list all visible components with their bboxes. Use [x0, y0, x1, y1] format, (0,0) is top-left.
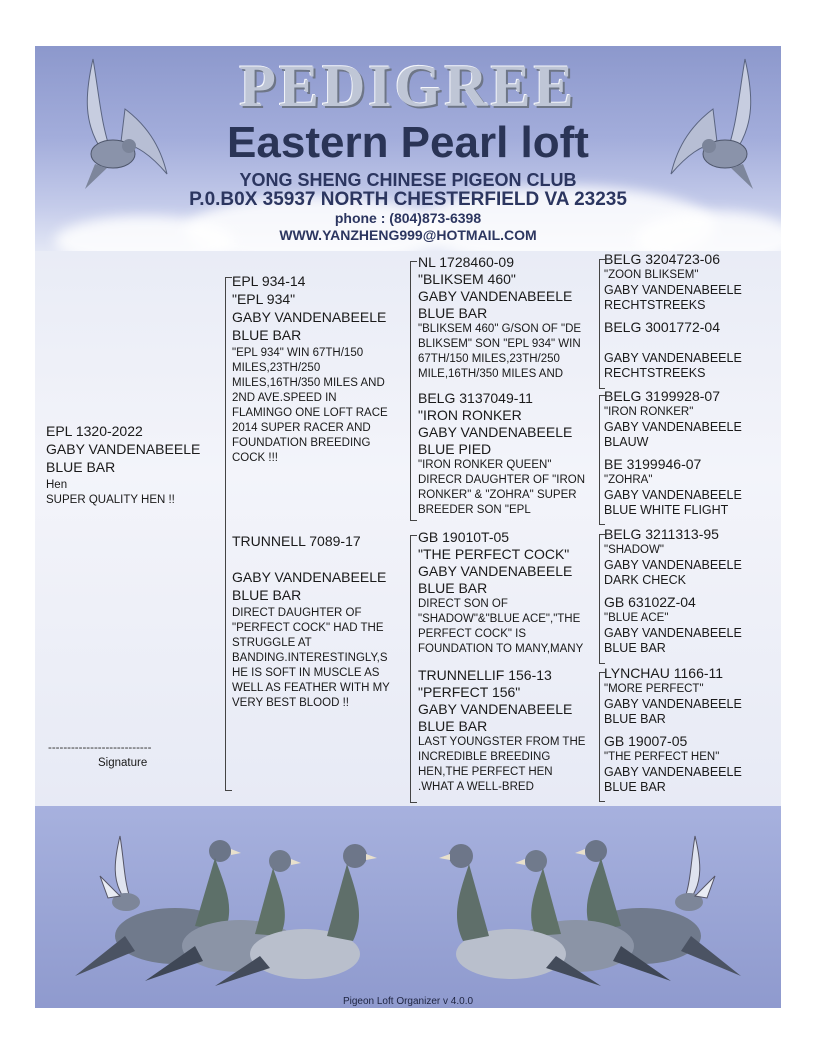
subject-ring: EPL 1320-2022 — [46, 423, 143, 439]
g3-6-breeder: GABY VANDENABEELE — [604, 626, 742, 640]
g3-7-name: "MORE PERFECT" — [604, 683, 704, 695]
ss-ring: NL 1728460-09 — [418, 254, 515, 270]
g3-8-extra: BLUE BAR — [604, 780, 666, 794]
sd-ring: BELG 3137049-11 — [418, 390, 533, 406]
g3-7-extra: BLUE BAR — [604, 712, 666, 726]
dam-breeder: GABY VANDENABEELE — [232, 569, 387, 585]
pedigree-sheet — [35, 46, 781, 1008]
sd-color: BLUE PIED — [418, 441, 492, 457]
ds-breeder: GABY VANDENABEELE — [418, 563, 573, 579]
pedigree-body — [35, 251, 781, 806]
signature-label: Signature — [98, 757, 148, 769]
g3-2-breeder: GABY VANDENABEELE — [604, 351, 742, 365]
g3-6-extra: BLUE BAR — [604, 641, 666, 655]
ds-name: "THE PERFECT COCK" — [418, 546, 570, 562]
signature-line: --------------------------- — [48, 742, 152, 754]
ss-breeder: GABY VANDENABEELE — [418, 288, 573, 304]
g3-1-name: "ZOON BLIKSEM" — [604, 269, 699, 281]
g3-4-breeder: GABY VANDENABEELE — [604, 488, 742, 502]
loft-name: Eastern Pearl loft — [227, 118, 589, 167]
dd-color: BLUE BAR — [418, 718, 488, 734]
g3-8-ring: GB 19007-05 — [604, 733, 688, 749]
g3-3-name: "IRON RONKER" — [604, 406, 694, 418]
sd-breeder: GABY VANDENABEELE — [418, 424, 573, 440]
subject-note: SUPER QUALITY HEN !! — [46, 494, 175, 506]
software-credit: Pigeon Loft Organizer v 4.0.0 — [342, 996, 474, 1007]
g3-4-name: "ZOHRA" — [604, 474, 653, 486]
g3-8-name: "THE PERFECT HEN" — [604, 751, 720, 763]
footer-banner — [35, 806, 781, 1008]
g3-5-ring: BELG 3211313-95 — [604, 526, 719, 542]
subject-color: BLUE BAR — [46, 459, 116, 475]
g3-7-ring: LYNCHAU 1166-11 — [604, 665, 724, 681]
dd-notes: LAST YOUNGSTER FROM THE INCREDIBLE BREEDING HEN,THE PERFECT HEN .WHAT A WELL-BRED — [418, 736, 586, 793]
ds-ring: GB 19010T-05 — [418, 529, 510, 545]
sire-color: BLUE BAR — [232, 327, 302, 343]
sd-notes: "IRON RONKER QUEEN" DIRECR DAUGHTER OF "IRON RONKER" & "ZOHRA" SUPER BREEDER SON "EPL — [418, 459, 586, 516]
email: WWW.YANZHENG999@HOTMAIL.COM — [279, 227, 537, 243]
g3-1-breeder: GABY VANDENABEELE — [604, 283, 742, 297]
ds-color: BLUE BAR — [418, 580, 488, 596]
club-name: YONG SHENG CHINESE PIGEON CLUB — [239, 170, 577, 190]
sire-notes: "EPL 934" WIN 67TH/150 MILES,23TH/250 MILES,16TH/350 MILES AND 2ND AVE.SPEED IN FLAMINGO ONE LOFT RACE 2014 SUPER RACER AND FOUNDATION BREEDING COCK !!! — [232, 347, 388, 464]
g3-3-breeder: GABY VANDENABEELE — [604, 420, 742, 434]
dam-ring: TRUNNELL 7089-17 — [232, 533, 361, 549]
phone: phone : (804)873-6398 — [334, 210, 482, 226]
sd-name: "IRON RONKER — [418, 407, 522, 423]
header-banner — [35, 46, 781, 251]
dd-ring: TRUNNELLIF 156-13 — [418, 667, 552, 683]
g3-8-breeder: GABY VANDENABEELE — [604, 765, 742, 779]
dam-notes: DIRECT DAUGHTER OF "PERFECT COCK" HAD THE STRUGGLE AT BANDING.INTERESTINGLY,S HE IS SOFT IN MUSCLE AS WELL AS FEATHER WITH MY VERY BEST BLOOD !! — [232, 607, 390, 709]
g3-5-breeder: GABY VANDENABEELE — [604, 558, 742, 572]
g3-1-extra: RECHTSTREEKS — [604, 298, 706, 312]
bracket-gen1 — [225, 277, 232, 791]
ss-color: BLUE BAR — [418, 305, 488, 321]
bracket-gen2-dam — [410, 535, 417, 803]
g3-3-ring: BELG 3199928-07 — [604, 388, 720, 404]
dd-name: "PERFECT 156" — [418, 684, 521, 700]
sire-name: "EPL 934" — [232, 291, 296, 307]
dam-color: BLUE BAR — [232, 587, 302, 603]
pedigree-title: PEDIGREE — [239, 53, 577, 119]
g3-6-ring: GB 63102Z-04 — [604, 594, 696, 610]
subject-sex: Hen — [46, 479, 68, 491]
dd-breeder: GABY VANDENABEELE — [418, 701, 573, 717]
sire-ring: EPL 934-14 — [232, 273, 306, 289]
address: P.0.B0X 35937 NORTH CHESTERFIELD VA 23235 — [189, 189, 627, 210]
ss-name: "BLIKSEM 460" — [418, 271, 516, 287]
g3-6-name: "BLUE ACE" — [604, 612, 669, 624]
g3-1-ring: BELG 3204723-06 — [604, 251, 720, 267]
subject-breeder: GABY VANDENABEELE — [46, 441, 201, 457]
g3-4-ring: BE 3199946-07 — [604, 456, 702, 472]
g3-4-extra: BLUE WHITE FLIGHT — [604, 503, 729, 517]
ss-notes: "BLIKSEM 460" G/SON OF "DE BLIKSEM" SON "EPL 934" WIN 67TH/150 MILES,23TH/250 MILE,16TH/350 MILES AND — [418, 323, 582, 380]
sire-breeder: GABY VANDENABEELE — [232, 309, 387, 325]
g3-5-extra: DARK CHECK — [604, 573, 686, 587]
ds-notes: DIRECT SON OF "SHADOW"&"BLUE ACE","THE PERFECT COCK" IS FOUNDATION TO MANY,MANY — [418, 598, 584, 655]
bracket-gen2-sire — [410, 261, 417, 521]
pigeons-illustration-icon — [35, 806, 781, 996]
g3-3-extra: BLAUW — [604, 435, 649, 449]
g3-7-breeder: GABY VANDENABEELE — [604, 697, 742, 711]
g3-2-ring: BELG 3001772-04 — [604, 319, 720, 335]
g3-5-name: "SHADOW" — [604, 544, 664, 556]
g3-2-extra: RECHTSTREEKS — [604, 366, 706, 380]
